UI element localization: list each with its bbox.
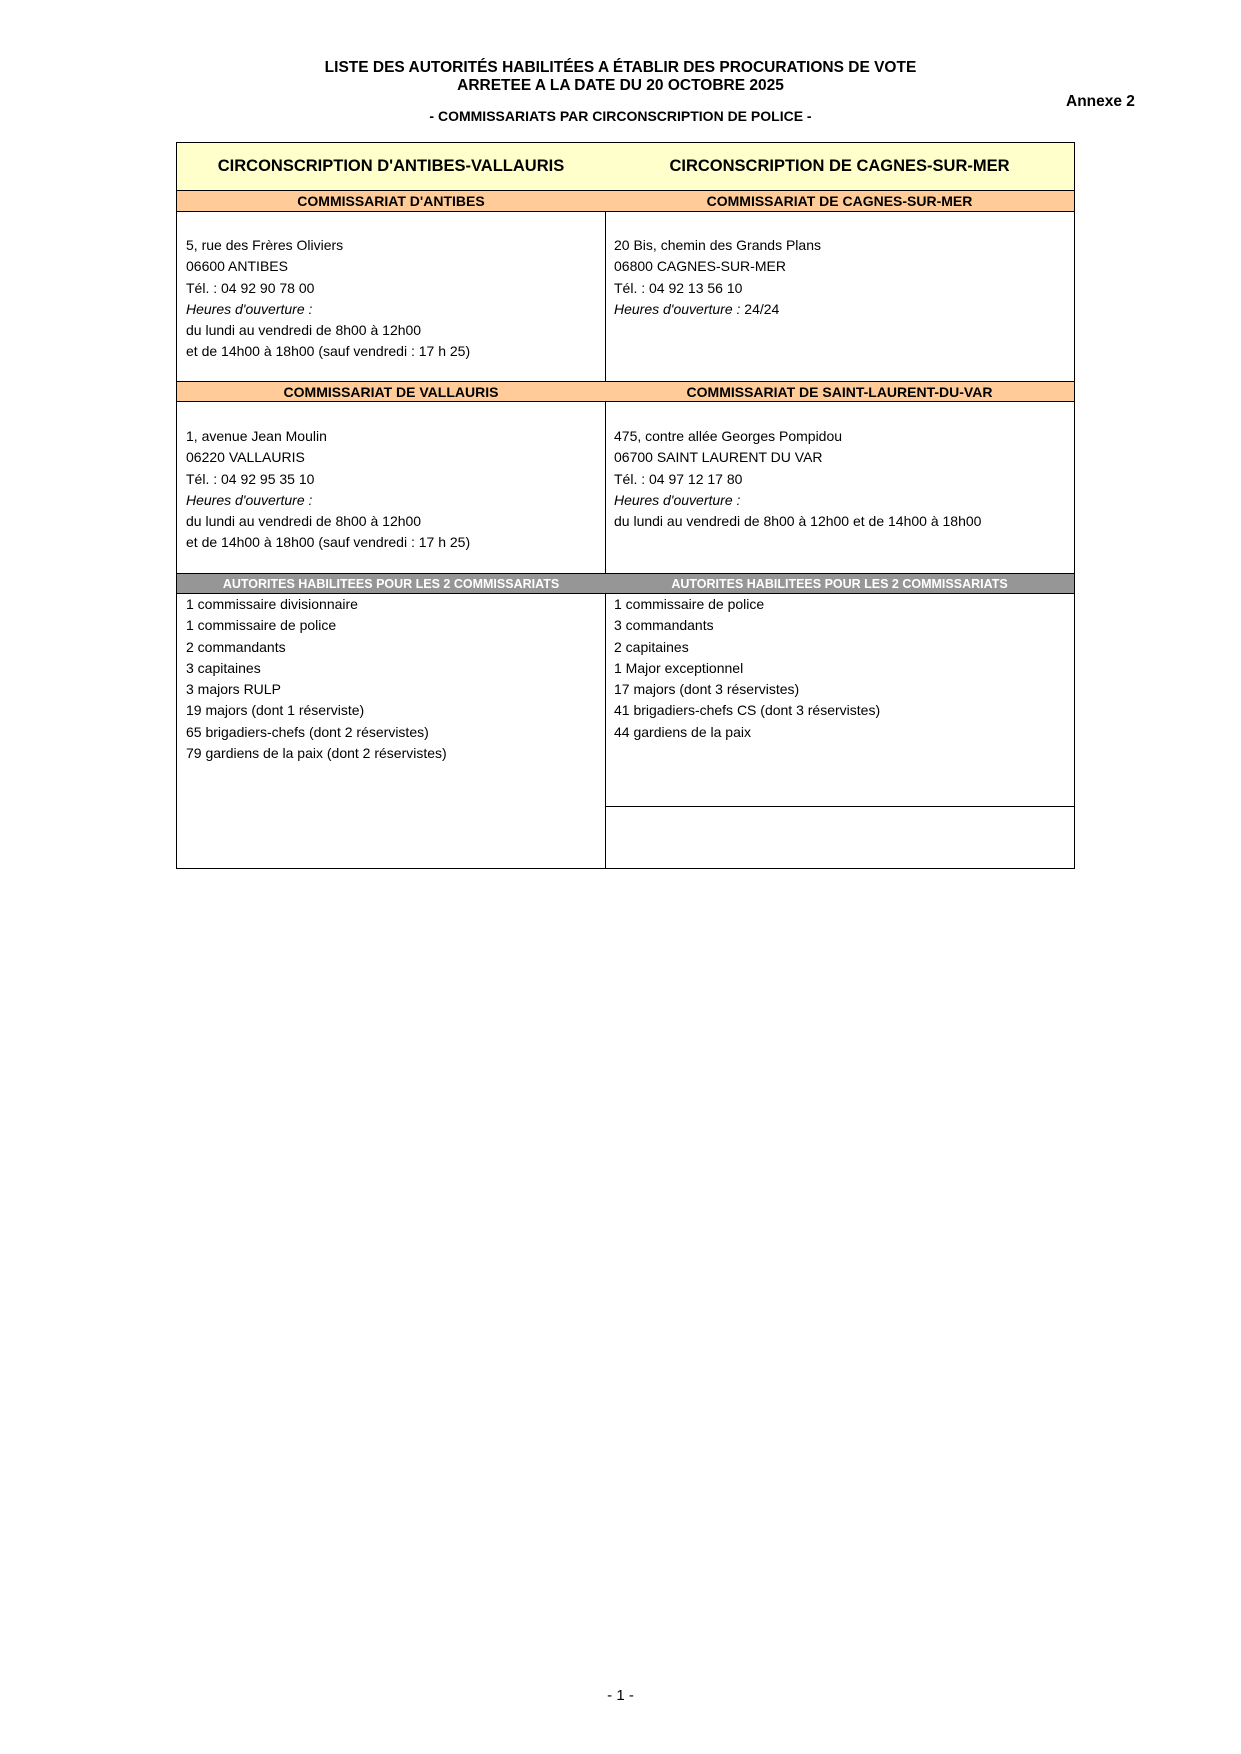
- list-item: 17 majors (dont 3 réservistes): [614, 681, 800, 698]
- list-item: 2 commandants: [186, 638, 286, 655]
- hours-label: Heures d'ouverture :: [186, 300, 313, 317]
- authorities-header-right: AUTORITES HABILITEES POUR LES 2 COMMISSARIATS: [605, 573, 1074, 594]
- authorities-header-left: AUTORITES HABILITEES POUR LES 2 COMMISSARIATS: [177, 573, 605, 594]
- column-divider: [605, 143, 606, 868]
- authorities-list-left: [186, 594, 447, 764]
- phone: Tél. : 04 92 13 56 10: [614, 279, 743, 296]
- annex-label: Annexe 2: [1066, 93, 1135, 110]
- circonscription-header-cagnes: CIRCONSCRIPTION DE CAGNES-SUR-MER: [605, 143, 1074, 191]
- row-divider: [605, 806, 1074, 807]
- hours-label: Heures d'ouverture :: [614, 300, 741, 317]
- list-item: 3 capitaines: [186, 659, 261, 676]
- phone: Tél. : 04 92 95 35 10: [186, 470, 315, 487]
- list-item: 44 gardiens de la paix: [614, 723, 751, 740]
- hours-value: 24/24: [740, 300, 780, 317]
- commissariats-table: [176, 142, 1075, 869]
- commissariat-header-cagnes: COMMISSARIAT DE CAGNES-SUR-MER: [605, 191, 1074, 212]
- address: 475, contre allée Georges Pompidou: [614, 428, 843, 444]
- hours-line: du lundi au vendredi de 8h00 à 12h00: [186, 322, 422, 339]
- circonscription-header-antibes: CIRCONSCRIPTION D'ANTIBES-VALLAURIS: [177, 143, 605, 191]
- list-item: 3 commandants: [614, 617, 714, 634]
- list-item: 19 majors (dont 1 réserviste): [186, 702, 365, 719]
- list-item: 1 commissaire divisionnaire: [186, 596, 358, 612]
- phone: Tél. : 04 97 12 17 80: [614, 470, 743, 487]
- hours-line: du lundi au vendredi de 8h00 à 12h00: [186, 513, 422, 530]
- list-item: 3 majors RULP: [186, 681, 281, 698]
- commissariat-info-vallauris: [186, 426, 470, 554]
- hours-line: et de 14h00 à 18h00 (sauf vendredi : 17 h 25): [186, 343, 471, 360]
- commissariat-header-saint-laurent: COMMISSARIAT DE SAINT-LAURENT-DU-VAR: [605, 381, 1074, 402]
- hours-line: et de 14h00 à 18h00 (sauf vendredi : 17 h 25): [186, 534, 471, 551]
- hours-line: du lundi au vendredi de 8h00 à 12h00 et de 14h00 à 18h00: [614, 513, 982, 530]
- page-number: - 1 -: [607, 1687, 634, 1704]
- hours-row: [614, 299, 821, 320]
- hours-label: Heures d'ouverture :: [186, 491, 313, 508]
- city: 06700 SAINT LAURENT DU VAR: [614, 449, 823, 466]
- list-item: 79 gardiens de la paix (dont 2 réservistes): [186, 745, 447, 762]
- commissariat-header-antibes: COMMISSARIAT D'ANTIBES: [177, 191, 605, 212]
- commissariat-info-antibes: [186, 235, 470, 363]
- authorities-list-right: [614, 594, 880, 743]
- document-title-block: [0, 59, 1241, 124]
- address: 1, avenue Jean Moulin: [186, 428, 327, 444]
- list-item: 65 brigadiers-chefs (dont 2 réservistes): [186, 723, 429, 740]
- city: 06800 CAGNES-SUR-MER: [614, 258, 786, 275]
- document-subtitle: - COMMISSARIATS PAR CIRCONSCRIPTION DE POLICE -: [429, 108, 812, 124]
- address: 20 Bis, chemin des Grands Plans: [614, 237, 821, 253]
- document-title: LISTE DES AUTORITÉS HABILITÉES A ÉTABLIR DES PROCURATIONS DE VOTE: [324, 59, 917, 76]
- city: 06220 VALLAURIS: [186, 449, 305, 466]
- commissariat-info-cagnes: [614, 235, 821, 320]
- commissariat-info-saint-laurent: [614, 426, 981, 532]
- phone: Tél. : 04 92 90 78 00: [186, 279, 315, 296]
- list-item: 2 capitaines: [614, 638, 689, 655]
- hours-label: Heures d'ouverture :: [614, 491, 741, 508]
- document-date: ARRETEE A LA DATE DU 20 OCTOBRE 2025: [457, 77, 784, 94]
- list-item: 1 commissaire de police: [186, 617, 337, 634]
- list-item: 41 brigadiers-chefs CS (dont 3 réservistes): [614, 702, 881, 719]
- city: 06600 ANTIBES: [186, 258, 288, 275]
- list-item: 1 Major exceptionnel: [614, 659, 744, 676]
- commissariat-header-vallauris: COMMISSARIAT DE VALLAURIS: [177, 381, 605, 402]
- list-item: 1 commissaire de police: [614, 596, 765, 612]
- address: 5, rue des Frères Oliviers: [186, 237, 344, 253]
